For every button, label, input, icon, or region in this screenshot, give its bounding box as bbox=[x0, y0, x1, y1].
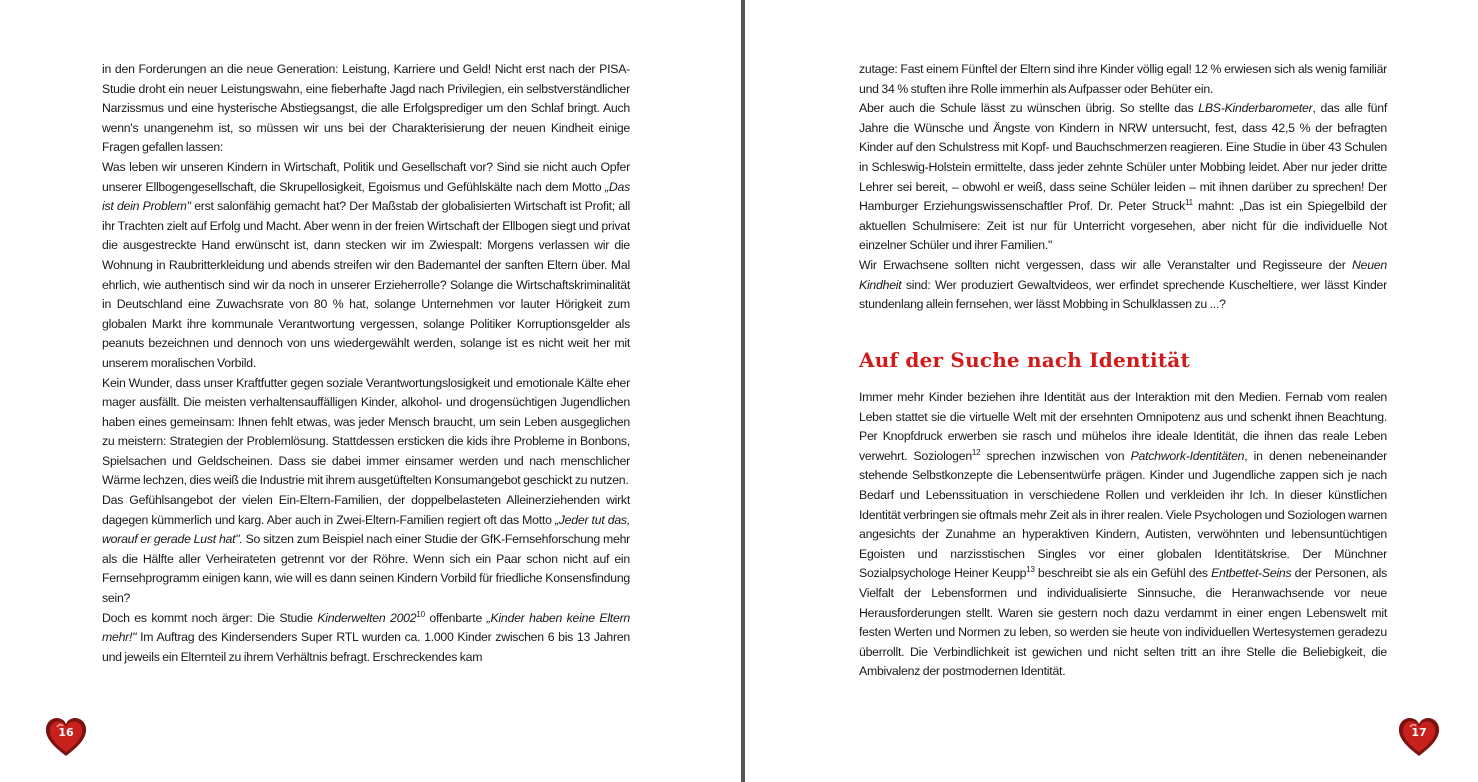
page-number: 17 bbox=[1411, 726, 1427, 739]
paragraph: Das Gefühlsangebot der vielen Ein-Eltern-Familien, der doppelbelasteten Alleinerziehenden wirkt dagegen kümmerlich und karg. Aber auch in Zwei-Eltern-Familien regiert oft das Motto „Jeder tut das, worauf er gerade Lust hat". So sitzen zum Beispiel nach einer Studie der GfK-Fernsehforschung mehr als die Hälfte aller Verheirateten getrennt vor der Röhre. Wenn sich ein Paar schon nicht auf ein Fernsehprogramm einigen kann, wie will es dann seinen Kindern Vorbild für friedliche Konsensfindung sein? bbox=[102, 493, 631, 606]
paragraph: in den Forderungen an die neue Generation: Leistung, Karriere und Geld! Nicht erst nach der PISA-Studie droht ein neuer Leistungswahn, eine fieberhafte Jagd nach Privilegien, ein selbstverständlicher Narzissmus und eine hysterische Abstiegsangst, die alle Erfolgsprediger um den Schlaf bringt. Auch wenn's unangenehm ist, so müssen wir uns bei der Charakterisierung der neuen Kindheit einige Fragen gefallen lassen: bbox=[102, 62, 630, 155]
footnote-marker: 12 bbox=[971, 447, 981, 457]
page-number-badge bbox=[1396, 714, 1442, 760]
paragraph: Aber auch die Schule lässt zu wünschen übrig. So stellte das LBS-Kinderbarometer, das alle fünf Jahre die Wünsche und Ängste von Kindern in NRW untersucht, fest, dass 42,5 % der befragten Kinder auf den Schulstress mit Kopf- und Bauchschmerzen reagieren. Eine Studie in über 43 Schulen in Schleswig-Holstein ermittelte, dass jeder zehnte Schüler unter Mobbing leidet. Aber nur jeder dritte Lehrer sei bereit, – obwohl er weiß, dass seine Schüler leiden – mit ihnen darüber zu sprechen! Der Hamburger Erziehungswissenschaftler Prof. Dr. Peter Struck$^{11}$ mahnt: „Das ist ein Spiegelbild der aktuellen Schulmisere: Zeit ist nur für Unterricht vorgesehen, aber nicht für die individuelle Not einzelner Schüler und ihrer Familien." bbox=[859, 101, 1387, 253]
paragraph: Immer mehr Kinder beziehen ihre Identität aus der Interaktion mit den Medien. Fernab vom realen Leben stattet sie die virtuelle Welt mit der ersehnten Omnipotenz aus und schenkt ihnen Beachtung. Per Knopfdruck erwerben sie rasch und mühelos ihre ideale Identität, die ihnen das reale Leben verwehrt. Soziologen$^{12}$ sprechen inzwischen von Patchwork-Identitäten, in denen nebeneinander stehende Selbstkonzepte die Lebensentwürfe prägen. Kinder und Jugendliche zappen sich je nach Bedarf und Lebenssituation in verschiedene Rollen und verkleiden ihr Ich. In dieser künstlichen Identität verbringen sie oftmals mehr Zeit als in ihrer realen. Viele Psychologen und Soziologen warnen angesichts der Zunahme an hyperaktiven Kindern, Autisten, verwöhnten und lebensuntüchtigen Egoisten und narzisstischen Singles vor einer globalen Identitätskrise. Der Münchner Sozialpsychologe Heiner Keupp$^{13}$ beschreibt sie als ein Gefühl des Entbettet-Seins der Personen, als Vielfalt der Lebensformen und individualisierte Sinnsuche, die Heranwachsende vor neue Herausforderungen stellt. Waren sie gestern noch dazu verdammt in einer engen Lebenswelt mit festen Werten und Normen zu leben, so werden sie heute von individuellen Wertesystemen geradezu überrollt. Die Verbindlichkeit ist gewichen und nicht selten tritt an ihre Stelle die Beliebigkeit, die Ambivalenz der postmodernen Identität. bbox=[859, 390, 1387, 679]
footnote-marker: 10 bbox=[416, 609, 425, 619]
paragraph: Kein Wunder, dass unser Kraftfutter gegen soziale Verantwortungslosigkeit und emotionale Kälte eher mager ausfällt. Die meisten verhaltensauffälligen Kinder, alkohol- und drogensüchtigen Jugendlichen haben eines gemeinsam: Ihnen fehlt etwas, was jeder Mensch braucht, um sein Leben ausgeglichen zu meistern: Strategien der Problemlösung. Stattdessen ersticken die kids ihre Probleme in Bonbons, Spielsachen und Geldscheinen. Dass sie dabei immer einsamer werden und nach menschlicher Wärme lechzen, dies weiß die Industrie mit ihrem ausgetüftelten Konsumangebot geschickt zu nutzen. bbox=[102, 375, 630, 488]
paragraph: Was leben wir unseren Kindern in Wirtschaft, Politik und Gesellschaft vor? Sind sie nicht auch Opfer unserer Ellbogengesellschaft, die Skrupellosigkeit, Egoismus und Gefühlskälte nach dem Motto „Das ist dein Problem" erst salonfähig gemacht hat? Der Maßstab der globalisierten Wirtschaft ist Profit; all ihr Trachten zielt auf Erfolg und Macht. Aber wenn in der freien Wirtschaft der Ellbogen siegt und privat die ausgestreckte Hand erwünscht ist, dann stecken wir im Zwiespalt: Morgens verlassen wir die Wohnung in Raubritterkleidung und abends streifen wir den Bademantel der sanften Eltern über. Mal ehrlich, wie authentisch sind wir da noch in unserer Erzieherrolle? Solange die Wirtschaftskriminalität in Deutschland eine Zuwachsrate von 80 % hat, solange Unternehmen vor lauter Hörigkeit zum globalen Markt ihre kommunale Verantwortung vergessen, solange Politiker Korruptionsgelder als peanuts bezeichnen und dennoch von uns wiedergewählt werden, solange ist es nicht weit her mit unserem moralischen Vorbild. bbox=[102, 159, 630, 370]
right-page bbox=[745, 0, 1478, 782]
term-emphasis: Patchwork-Identitäten bbox=[1130, 448, 1245, 463]
right-page-text-bottom bbox=[859, 388, 1387, 682]
term-emphasis: Neuen Kindheit bbox=[859, 257, 1387, 292]
footnote-marker: 13 bbox=[1026, 565, 1035, 575]
page-number-badge bbox=[43, 714, 89, 760]
right-page-text-top bbox=[859, 60, 1387, 315]
footnote-marker: 11 bbox=[1185, 198, 1193, 208]
paragraph: zutage: Fast einem Fünftel der Eltern sind ihre Kinder völlig egal! 12 % erwiesen sich als wenig familiär und 34 % stuften ihre Rolle immerhin als Aufpasser oder Behüter ein. bbox=[859, 62, 1387, 96]
left-page-text bbox=[102, 60, 630, 667]
quote-emphasis: „Kinder haben keine Eltern mehr!" bbox=[102, 610, 630, 645]
quote-emphasis: „Jeder tut das, worauf er gerade Lust hat". bbox=[102, 512, 630, 547]
paragraph: Wir Erwachsene sollten nicht vergessen, dass wir alle Veranstalter und Regisseure der Neuen Kindheit sind: Wer produziert Gewaltvideos, wer erfindet sprechende Kuscheltiere, wer lässt Kinder stundenlang allein fernsehen, wer lässt Mobbing in Schulklassen zu ...? bbox=[859, 257, 1387, 312]
page-number: 16 bbox=[58, 726, 74, 739]
term-emphasis: Entbettet-Seins bbox=[1211, 566, 1292, 581]
study-title: LBS-Kinderbarometer bbox=[1198, 101, 1313, 116]
paragraph: Doch es kommt noch ärger: Die Studie Kinderwelten 2002$^{10}$ offenbarte „Kinder haben keine Eltern mehr!" Im Auftrag des Kindersenders Super RTL wurden ca. 1.000 Kinder zwischen 6 bis 13 Jahren und jeweils ein Elternteil zu ihrem Verhältnis befragt. Erschreckendes kam bbox=[102, 609, 630, 664]
section-heading: Auf der Suche nach Identität bbox=[859, 348, 1190, 372]
study-title: Kinderwelten 2002 bbox=[317, 610, 417, 625]
quote-emphasis: „Das ist dein Problem" bbox=[102, 179, 630, 214]
